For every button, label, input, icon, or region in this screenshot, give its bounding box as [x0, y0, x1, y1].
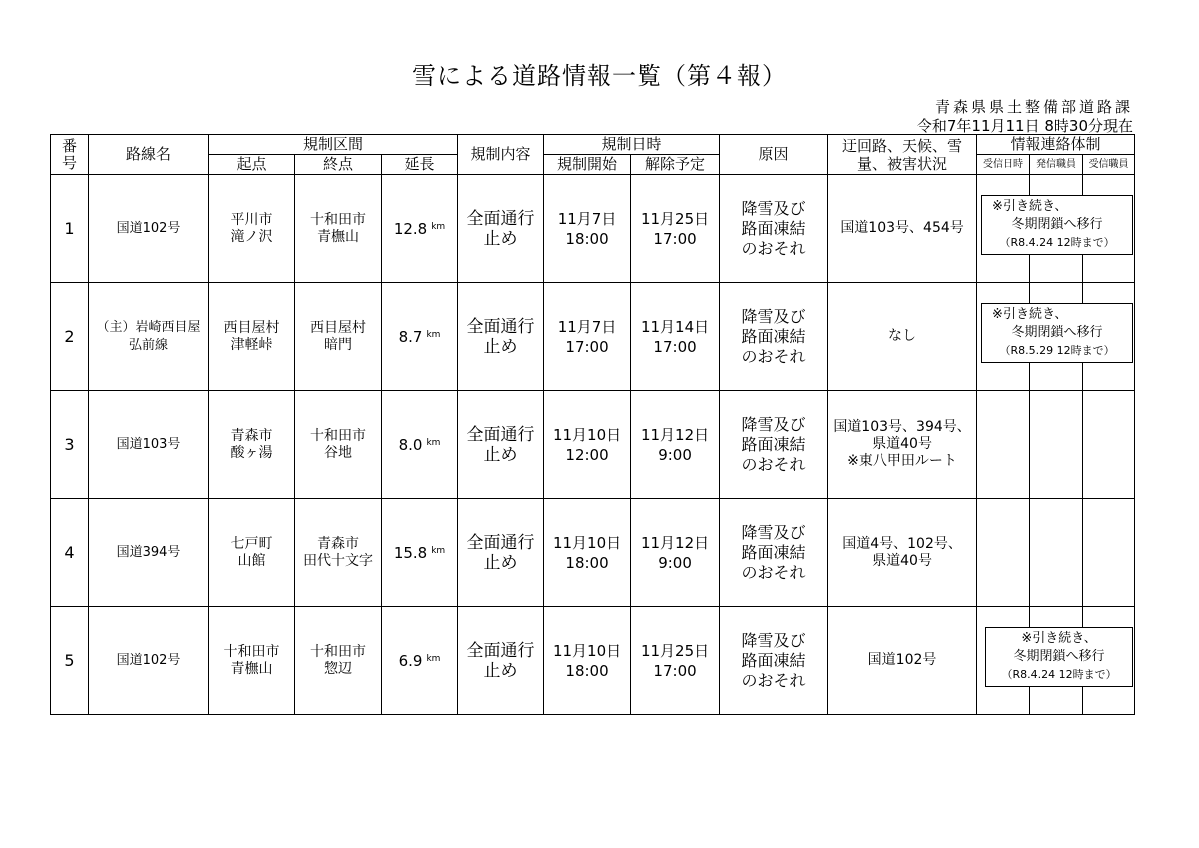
length-unit: km — [426, 437, 441, 448]
receiver-cell — [1083, 175, 1135, 283]
table-row — [51, 391, 1135, 499]
regulation-content: 全面通行 止め — [458, 499, 544, 607]
cause: 降雪及び 路面凍結 のおそれ — [720, 283, 828, 391]
header-detour: 迂回路、天候、雪量、被害状況 — [828, 135, 977, 175]
header-period: 規制日時 — [544, 135, 720, 155]
header-start-point: 起点 — [209, 155, 295, 175]
receiver-cell — [1083, 607, 1135, 715]
length-unit: km — [426, 653, 441, 664]
regulation-end: 11月12日 9:00 — [631, 391, 720, 499]
regulation-content: 全面通行 止め — [458, 175, 544, 283]
cause: 降雪及び 路面凍結 のおそれ — [720, 175, 828, 283]
length-value: 8.0 — [398, 435, 423, 454]
table-row — [51, 499, 1135, 607]
length-value: 12.8 — [393, 219, 428, 238]
sender-cell — [1030, 283, 1083, 391]
closure-note-line: （R8.4.24 12時まで） — [999, 236, 1115, 249]
header-period-end: 解除予定 — [631, 155, 720, 175]
route-name: 国道103号 — [89, 391, 209, 499]
closure-note-line: （R8.5.29 12時まで） — [999, 344, 1115, 357]
regulation-start: 11月10日 18:00 — [544, 607, 631, 715]
route-name: 国道394号 — [89, 499, 209, 607]
end-point: 十和田市 惣辺 — [295, 607, 382, 715]
regulation-end: 11月14日 17:00 — [631, 283, 720, 391]
header-contact: 情報連絡体制 — [977, 135, 1135, 155]
length — [382, 607, 458, 715]
sender-cell — [1030, 175, 1083, 283]
receiver-cell — [1083, 499, 1135, 607]
header-receiver: 受信職員 — [1083, 155, 1135, 175]
recv-time-cell — [977, 283, 1115, 391]
table-row — [51, 283, 1135, 391]
end-point: 西目屋村 暗門 — [295, 283, 382, 391]
header-sender: 発信職員 — [1030, 155, 1083, 175]
receiver-cell — [1083, 283, 1135, 391]
receiver-cell — [1083, 391, 1135, 499]
table-row — [51, 175, 1135, 283]
table-row — [51, 607, 1135, 715]
cause: 降雪及び 路面凍結 のおそれ — [720, 499, 828, 607]
start-point: 西目屋村 津軽峠 — [209, 283, 295, 391]
detour-info: 国道102号 — [828, 607, 977, 715]
regulation-content: 全面通行 止め — [458, 607, 544, 715]
regulation-end: 11月12日 9:00 — [631, 499, 720, 607]
end-point: 十和田市 青橅山 — [295, 175, 382, 283]
header-no: 番号 — [51, 135, 89, 175]
detour-info: 国道103号、454号 — [828, 175, 977, 283]
header-period-start: 規制開始 — [544, 155, 631, 175]
detour-info: 国道4号、102号、 県道40号 — [828, 499, 977, 607]
length-value: 8.7 — [398, 327, 423, 346]
recv-time-cell — [977, 499, 1030, 607]
row-number: 4 — [51, 499, 89, 607]
regulation-start: 11月10日 12:00 — [544, 391, 631, 499]
header-length: 延長 — [382, 155, 458, 175]
header-end-point: 終点 — [295, 155, 382, 175]
route-name: 国道102号 — [89, 607, 209, 715]
closure-note-line: ※引き続き、 — [992, 199, 1068, 214]
sender-cell — [1030, 391, 1083, 499]
cause: 降雪及び 路面凍結 のおそれ — [720, 607, 828, 715]
length-unit: km — [431, 545, 446, 556]
sender-cell — [1030, 607, 1083, 715]
route-name: 国道102号 — [89, 175, 209, 283]
road-info-table — [50, 134, 1135, 715]
start-point: 七戸町 山館 — [209, 499, 295, 607]
sender-cell — [1030, 499, 1083, 607]
row-number: 2 — [51, 283, 89, 391]
length — [382, 283, 458, 391]
page-title: 雪による道路情報一覧（第４報） — [412, 62, 787, 90]
recv-time-cell — [977, 175, 1115, 283]
closure-note-line: （R8.4.24 12時まで） — [1001, 668, 1117, 681]
regulation-content: 全面通行 止め — [458, 391, 544, 499]
length-unit: km — [426, 329, 441, 340]
start-point: 平川市 滝ノ沢 — [209, 175, 295, 283]
header-content: 規制内容 — [458, 135, 544, 175]
length-value: 6.9 — [398, 651, 423, 670]
end-point: 青森市 田代十文字 — [295, 499, 382, 607]
closure-note-line: ※引き続き、 — [1021, 631, 1097, 646]
header-route: 路線名 — [89, 135, 209, 175]
regulation-start: 11月10日 18:00 — [544, 499, 631, 607]
regulation-start: 11月7日 18:00 — [544, 175, 631, 283]
closure-note-line: 冬期閉鎖へ移行 — [1011, 217, 1103, 232]
length-unit: km — [431, 221, 446, 232]
header-recv-time: 受信日時 — [977, 155, 1030, 175]
length — [382, 499, 458, 607]
start-point: 十和田市 青橅山 — [209, 607, 295, 715]
regulation-end: 11月25日 17:00 — [631, 607, 720, 715]
closure-note-line: 冬期閉鎖へ移行 — [1011, 325, 1103, 340]
route-name: （主）岩崎西目屋 弘前線 — [89, 283, 209, 391]
length — [382, 391, 458, 499]
header-cause: 原因 — [720, 135, 828, 175]
row-number: 1 — [51, 175, 89, 283]
regulation-content: 全面通行 止め — [458, 283, 544, 391]
organization: 青森県県土整備部道路課 — [934, 98, 1133, 116]
end-point: 十和田市 谷地 — [295, 391, 382, 499]
regulation-end: 11月25日 17:00 — [631, 175, 720, 283]
header-section: 規制区間 — [209, 135, 458, 155]
detour-info: 国道103号、394号、 県道40号 ※東八甲田ルート — [828, 391, 977, 499]
closure-note-line: ※引き続き、 — [992, 307, 1068, 322]
recv-time-cell — [977, 607, 1117, 715]
length-value: 15.8 — [393, 543, 428, 562]
cause: 降雪及び 路面凍結 のおそれ — [720, 391, 828, 499]
row-number: 5 — [51, 607, 89, 715]
row-number: 3 — [51, 391, 89, 499]
length — [382, 175, 458, 283]
start-point: 青森市 酸ヶ湯 — [209, 391, 295, 499]
closure-note-line: 冬期閉鎖へ移行 — [1013, 649, 1105, 664]
regulation-start: 11月7日 17:00 — [544, 283, 631, 391]
as-of-timestamp: 令和7年11月11日 8時30分現在 — [916, 117, 1133, 135]
recv-time-cell — [977, 391, 1030, 499]
detour-info: なし — [828, 283, 977, 391]
